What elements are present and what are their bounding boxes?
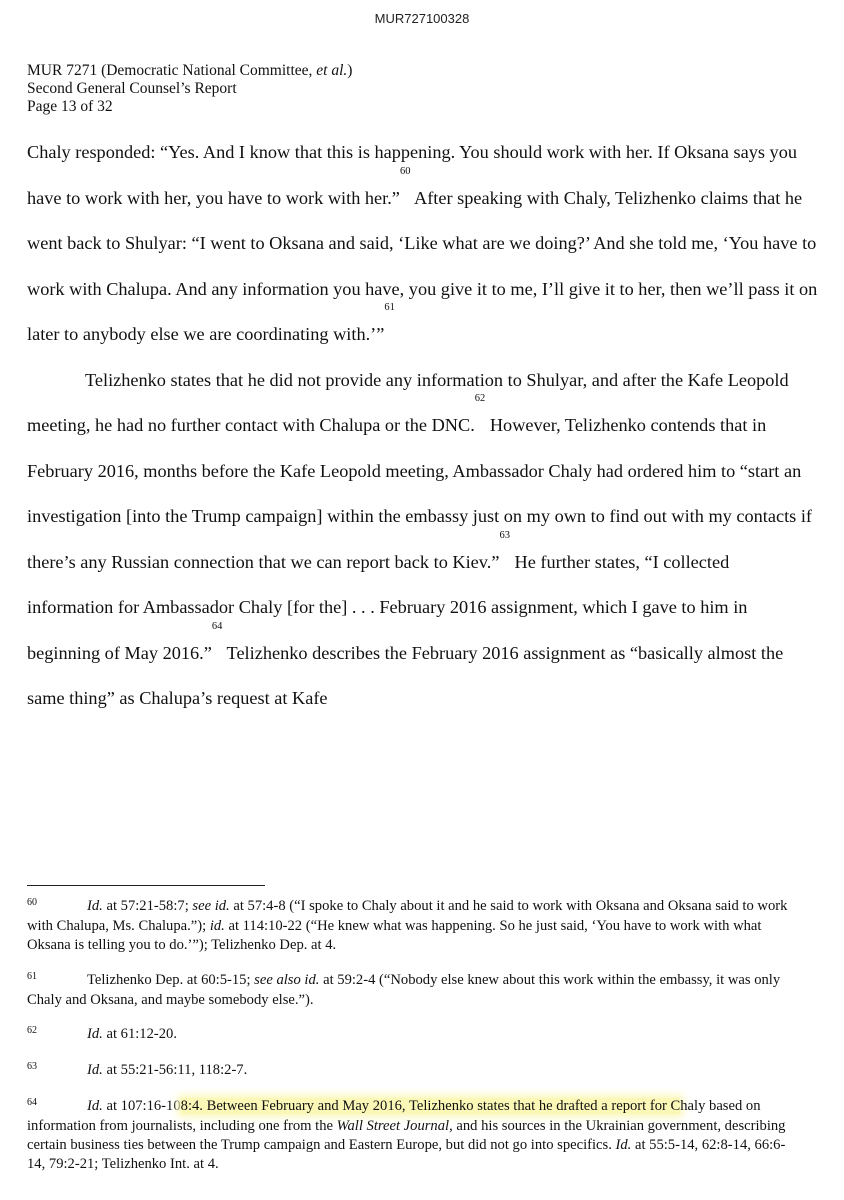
report-header	[27, 62, 352, 116]
footnote-number: 62	[27, 1025, 37, 1036]
footnote-number: 60	[27, 897, 37, 908]
footnote-number: 64	[27, 1097, 37, 1108]
paragraph-chaly-response: Chaly responded: “Yes. And I know that this is happening. You should work with her. If Oksana says you have to work with her, you have to work with her.”$^{60}$ After speaking with Chaly, Telizhenko claims that he went back to Shulyar: “I went to Oksana and said, ‘Like what are we doing?’ And she told me, ‘You have to work with Chalupa. And any information you have, you give it to me, I’ll give it to her, then we’ll pass it on later to anybody else we are coordinating with.’”$^{61}$	[27, 142, 818, 344]
footnote-63: 63 Id. at 55:21-56:11, 118:2-7.	[27, 1061, 799, 1081]
bates-number: MUR727100328	[374, 11, 470, 26]
footnote-60: 60 Id. at 57:21-58:7; see id. at 57:4-8 (“I spoke to Chaly about it and he said to work with Oksana and Oksana said to work with Chalupa, Ms. Chalupa.”); id. at 114:10-22 (“He knew what was happening. So he just said, ‘You have to work with what Oksana is telling you to do.’”); Telizhenko Dep. at 4.	[27, 897, 799, 955]
footnote-ref-63[interactable]: 63	[499, 529, 510, 541]
footnote-ref-61[interactable]: 61	[384, 302, 395, 313]
footnote-61: 61 Telizhenko Dep. at 60:5-15; see also id. at 59:2-4 (“Nobody else knew about this work within the embassy, it was only Chaly and Oksana, and maybe somebody else.”).	[27, 971, 799, 1010]
header-report-title: Second General Counsel’s Report	[27, 80, 237, 97]
footnote-62: 62 Id. at 61:12-20.	[27, 1025, 799, 1045]
footnote-number: 63	[27, 1061, 37, 1072]
footnote-ref-62[interactable]: 62	[474, 393, 486, 404]
body-text	[27, 130, 819, 722]
highlighted-text: 8:4. Between February and May 2016, Telizhenko states that he drafted a report for C	[180, 1098, 681, 1114]
footnote-divider	[27, 885, 265, 886]
header-page-number: Page 13 of 32	[27, 98, 113, 115]
header-case-line: MUR 7271 (Democratic National Committee, et al.)	[27, 62, 353, 79]
footnote-number: 61	[27, 971, 37, 982]
footnote-ref-64[interactable]: 64	[211, 620, 223, 632]
footnote-64: 64 Id. at 107:16-108:4. Between February and May 2016, Telizhenko states that he drafted a report for Chaly based on information from journalists, including one from the Wall Street Journal, and his sources in the Ukrainian government, describing certain business ties between the Trump campaign and Eastern Europe, but did not go into specifics. Id. at 55:5-14, 62:8-14, 66:6-14, 79:2-21; Telizhenko Int. at 4.	[27, 1097, 799, 1174]
paragraph-telizhenko-states: Telizhenko states that he did not provide any information to Shulyar, and after the Kafe Leopold meeting, he had no further contact with Chalupa or the DNC.$^{62}$ However, Telizhenko contends that in February 2016, months before the Kafe Leopold meeting, Ambassador Chaly had ordered him to “start an investigation [into the Trump campaign] within the embassy just on my own to find out with my contacts if there’s any Russian connection that we can report back to Kiev.”$^{63}$ He further states, “I collected information for Ambassador Chaly [for the] . . . February 2016 assignment, which I gave to him in beginning of May 2016.”$^{64}$ Telizhenko describes the February 2016 assignment as “basically almost the same thing” as Chalupa’s request at Kafe	[27, 369, 813, 708]
footnote-ref-60[interactable]: 60	[399, 165, 411, 177]
